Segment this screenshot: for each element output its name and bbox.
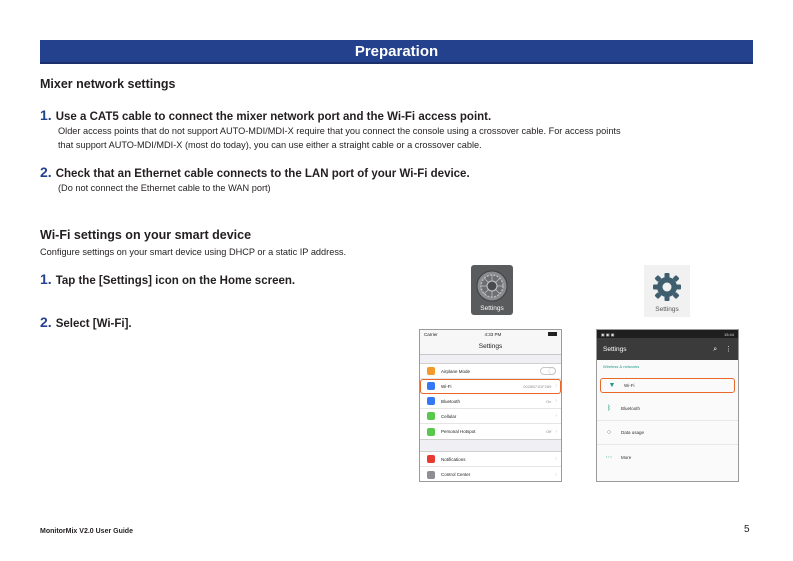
android-app-bar xyxy=(597,338,738,360)
step-2-body-line-1: (Do not connect the Ethernet cable to the WAN port) xyxy=(58,183,271,193)
step-number: 1. xyxy=(40,271,52,287)
step-1-cat5 xyxy=(40,107,491,123)
footer-page-number: 5 xyxy=(744,524,750,535)
bluetooth-icon xyxy=(427,397,435,405)
android-settings-screenshot xyxy=(596,329,739,482)
step-title: Tap the [Settings] icon on the Home screen. xyxy=(55,275,296,287)
ios-settings-app-icon[interactable] xyxy=(471,265,513,315)
control-center-icon xyxy=(427,471,435,479)
cellular-icon xyxy=(427,412,435,420)
gear-icon xyxy=(644,268,690,308)
android-app-title: Settings xyxy=(603,345,627,353)
wifi-icon xyxy=(427,382,435,390)
ios-settings-group-2 xyxy=(420,451,561,482)
ios-row-airplane-mode[interactable]: Airplane Mode xyxy=(420,364,561,379)
chevron-right-icon: › xyxy=(555,398,557,404)
chevron-right-icon: › xyxy=(555,383,557,389)
carrier-label: Carrier xyxy=(424,331,438,337)
page-title: Preparation xyxy=(354,43,439,60)
section-heading-mixer-network: Mixer network settings xyxy=(40,77,176,91)
airplane-icon xyxy=(427,367,435,375)
ios-icon-caption: Settings xyxy=(480,305,504,312)
chevron-right-icon: › xyxy=(555,471,557,478)
ios-row-cellular[interactable]: Cellular › xyxy=(420,409,561,424)
airplane-mode-toggle[interactable] xyxy=(540,367,556,375)
step-1-body-line-1: Older access points that do not support AUTO-MDI/MDI-X require that you connect the console using a crossover cable. For access points xyxy=(58,126,621,136)
ios-row-personal-hotspot[interactable]: Personal Hotspot Off › xyxy=(420,424,561,439)
chevron-right-icon: › xyxy=(555,456,557,462)
ios-row-wifi[interactable]: Wi-Fi 0026B71DF289 › xyxy=(420,379,561,394)
hotspot-icon xyxy=(427,428,435,436)
footer-guide-name: MonitorMix V2.0 User Guide xyxy=(40,528,133,535)
notification-icons: ▣ ▣ ▣ xyxy=(601,331,615,337)
data-usage-icon: ○ xyxy=(606,429,612,436)
ios-row-notifications[interactable]: Notifications › xyxy=(420,452,561,467)
android-row-more[interactable]: ⋯ More xyxy=(597,445,738,469)
overflow-menu-icon[interactable]: ⋮ xyxy=(725,345,732,353)
battery-icon xyxy=(548,332,557,336)
step-number: 1. xyxy=(40,107,52,123)
android-section-header: Wireless & networks xyxy=(603,364,640,369)
more-icon: ⋯ xyxy=(605,454,613,461)
android-settings-app-icon[interactable] xyxy=(644,265,690,317)
android-row-data-usage[interactable]: ○ Data usage xyxy=(597,421,738,445)
step-title: Use a CAT5 cable to connect the mixer network port and the Wi-Fi access point. xyxy=(55,111,492,123)
gear-icon xyxy=(471,267,513,307)
ios-status-bar xyxy=(420,330,561,338)
wifi-icon: ▼ xyxy=(608,382,616,389)
step-title: Check that an Ethernet cable connects to the LAN port of your Wi-Fi device. xyxy=(55,168,470,180)
section-heading-wifi: Wi-Fi settings on your smart device xyxy=(40,228,252,242)
bluetooth-icon: ᛒ xyxy=(606,405,612,412)
step-2-select-wifi xyxy=(40,314,132,330)
ios-row-bluetooth[interactable]: Bluetooth On › xyxy=(420,394,561,409)
chevron-right-icon: › xyxy=(555,413,557,419)
clock-label: 15:44 xyxy=(723,331,734,337)
search-icon[interactable]: ⌕ xyxy=(713,345,718,353)
page-banner xyxy=(40,40,753,64)
ios-settings-group-1 xyxy=(420,363,561,440)
notifications-icon xyxy=(427,455,435,463)
ios-settings-screenshot xyxy=(419,329,562,482)
step-number: 2. xyxy=(40,164,52,180)
step-1-body-line-2: that support AUTO-MDI/MDI-X (most do today), you can use either a straight cable or a crossover cable. xyxy=(58,140,482,150)
ios-nav-title: Settings xyxy=(420,338,561,355)
android-row-bluetooth[interactable]: ᛒ Bluetooth xyxy=(597,397,738,421)
ios-row-control-center[interactable]: Control Center › xyxy=(420,467,561,482)
step-1-tap-settings xyxy=(40,271,295,287)
step-number: 2. xyxy=(40,314,52,330)
android-icon-caption: Settings xyxy=(655,306,679,313)
clock-label: 4:33 PM xyxy=(484,331,502,337)
step-title: Select [Wi-Fi]. xyxy=(55,318,132,330)
section-intro: Configure settings on your smart device using DHCP or a static IP address. xyxy=(40,247,347,257)
android-row-wifi[interactable]: ▼ Wi-Fi xyxy=(600,378,735,393)
android-status-bar xyxy=(597,330,738,338)
step-2-ethernet xyxy=(40,164,470,180)
chevron-right-icon: › xyxy=(555,428,557,435)
